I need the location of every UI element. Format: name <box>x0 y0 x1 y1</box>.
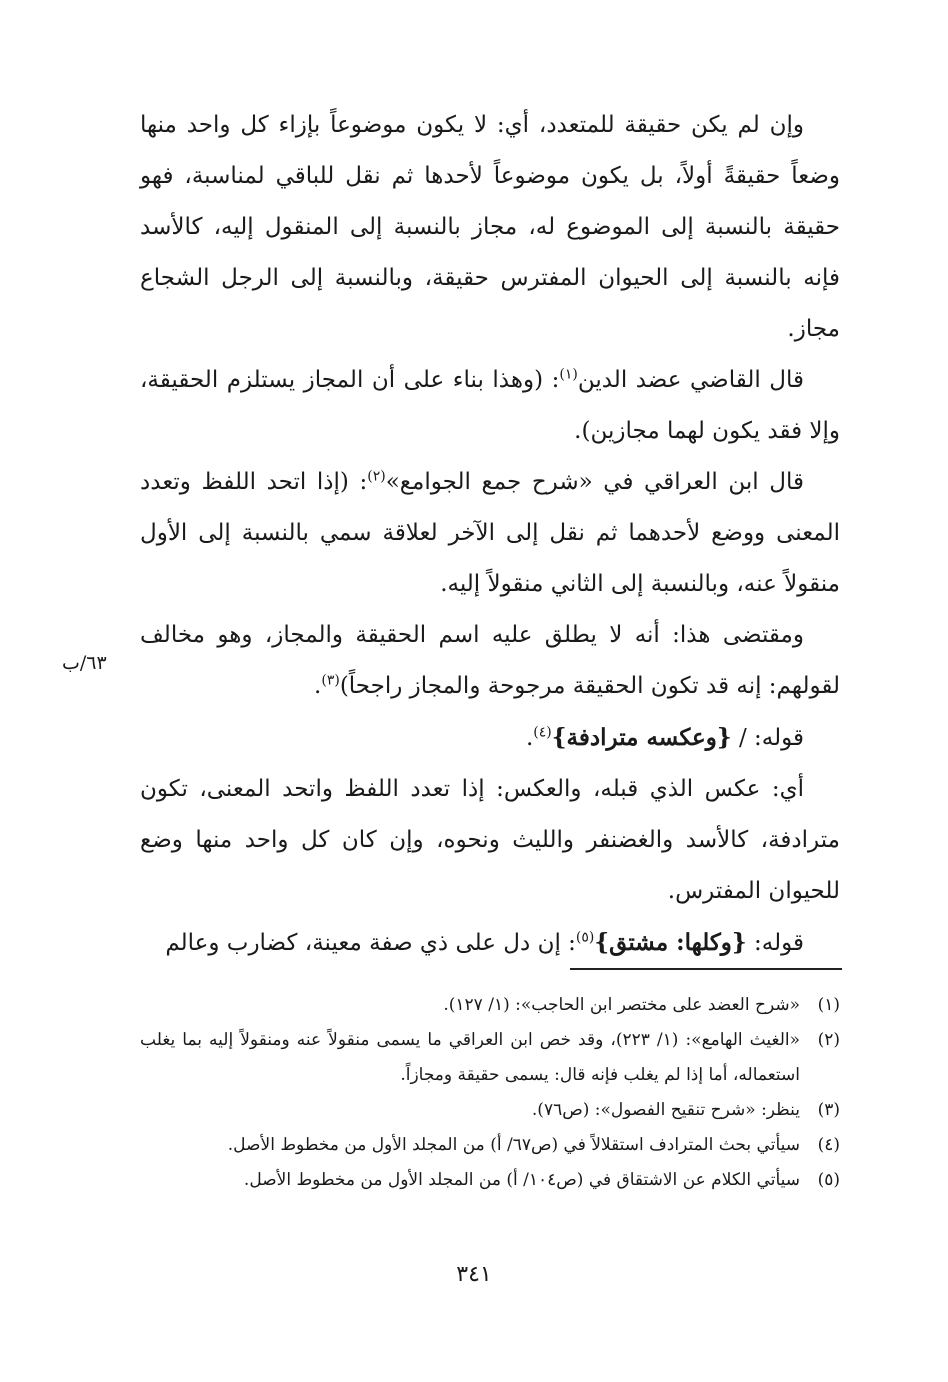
footnote-text: ينظر: «شرح تنقيح الفصول»: (ص٧٦). <box>531 1100 800 1120</box>
footnote-3 <box>140 1093 840 1128</box>
paragraph-7-text-b: : إن دل على ذي صفة معينة، كضارب وعالم <box>165 930 576 956</box>
main-text <box>140 100 840 969</box>
footnote-ref-2[interactable]: (٢) <box>367 468 386 485</box>
footnote-number: (٤) <box>817 1135 840 1155</box>
footnote-number: (٢) <box>817 1030 840 1050</box>
footnotes <box>140 988 840 1198</box>
paragraph-6 <box>140 764 840 917</box>
paragraph-2 <box>140 355 840 457</box>
footnote-ref-1[interactable]: (١) <box>559 366 578 383</box>
paragraph-7-text-a: قوله: <box>746 930 804 956</box>
paragraph-6-text: أي: عكس الذي قبله، والعكس: إذا تعدد اللفظ واتحد المعنى، تكون مترادفة، كالأسد والغضنفر والليث ونحوه، وإن كان كل واحد منها وضع للحيوان المفترس. <box>140 776 840 904</box>
paragraph-4-text-b: . <box>314 673 322 699</box>
paragraph-1-text: وإن لم يكن حقيقة للمتعدد، أي: لا يكون موضوعاً بإزاء كل واحد منها وضعاً حقيقةً أولاً، بل يكون موضوعاً لأحدها ثم نقل للباقي لمناسبة، فهو حقيقة بالنسبة إلى الموضوع له، مجاز بالنسبة إلى المنقول إليه، كالأسد فإنه بالنسبة إلى الحيوان المفترس حقيقة، وبالنسبة إلى الرجل الشجاع مجاز. <box>140 112 840 342</box>
footnote-text: سيأتي الكلام عن الاشتقاق في (ص١٠٤/ أ) من المجلد الأول من مخطوط الأصل. <box>243 1170 800 1190</box>
paragraph-2-text-b: : (وهذا بناء على أن المجاز يستلزم الحقيقة، وإلا فقد يكون لهما مجازين). <box>140 367 840 444</box>
footnote-ref-5[interactable]: (٥) <box>575 929 595 946</box>
paragraph-4-text-a: ومقتضى هذا: أنه لا يطلق عليه اسم الحقيقة والمجاز، وهو مخالف لقولهم: إنه قد تكون الحقيقة مرجوحة والمجاز راجحاً) <box>140 622 840 699</box>
footnote-2 <box>140 1023 840 1093</box>
footnote-ref-4[interactable]: (٤) <box>533 724 552 741</box>
paragraph-4 <box>140 610 840 712</box>
footnote-ref-3[interactable]: (٣) <box>321 672 340 689</box>
footnote-5 <box>140 1163 840 1198</box>
footnote-4 <box>140 1128 840 1163</box>
paragraph-3-text-a: قال ابن العراقي في «شرح جمع الجوامع» <box>385 469 804 495</box>
manuscript-folio-marker: ٦٣/ب <box>62 652 107 674</box>
paragraph-5-text-a: قوله: / <box>731 725 804 751</box>
paragraph-5-text-b: . <box>525 725 534 751</box>
footnote-1 <box>140 988 840 1023</box>
paragraph-7 <box>140 917 840 969</box>
paragraph-2-text-a: قال القاضي عضد الدين <box>577 367 804 393</box>
footnote-number: (٥) <box>817 1170 840 1190</box>
footnote-text: سيأتي بحث المترادف استقلالاً في (ص٦٧/ أ) من المجلد الأول من مخطوط الأصل. <box>227 1135 800 1155</box>
footnote-number: (١) <box>817 995 840 1015</box>
footnote-text: «شرح العضد على مختصر ابن الحاجب»: (١/ ١٢٧). <box>443 995 800 1015</box>
paragraph-3-text-b: : (إذا اتحد اللفظ وتعدد المعنى ووضع لأحدهما ثم نقل إلى الآخر لعلاقة سمي بالنسبة إلى الأول منقولاً عنه، وبالنسبة إلى الثاني منقولاً إليه. <box>140 469 840 597</box>
quoted-phrase-1: {وعكسه مترادفة} <box>551 724 732 751</box>
footnote-text: «الغيث الهامع»: (١/ ٢٢٣)، وقد خص ابن العراقي ما يسمى منقولاً عنه ومنقولاً إليه بما يغلب استعماله، أما إذا لم يغلب فإنه قال: يسمى حقيقة ومجازاً. <box>140 1030 800 1085</box>
paragraph-3 <box>140 457 840 610</box>
paragraph-5 <box>140 712 840 764</box>
quoted-phrase-2: {وكلها: مشتق} <box>594 929 747 956</box>
paragraph-1 <box>140 100 840 355</box>
footnote-number: (٣) <box>817 1100 840 1120</box>
page-number: ٣٤١ <box>456 1262 492 1287</box>
footnote-separator <box>570 968 842 970</box>
